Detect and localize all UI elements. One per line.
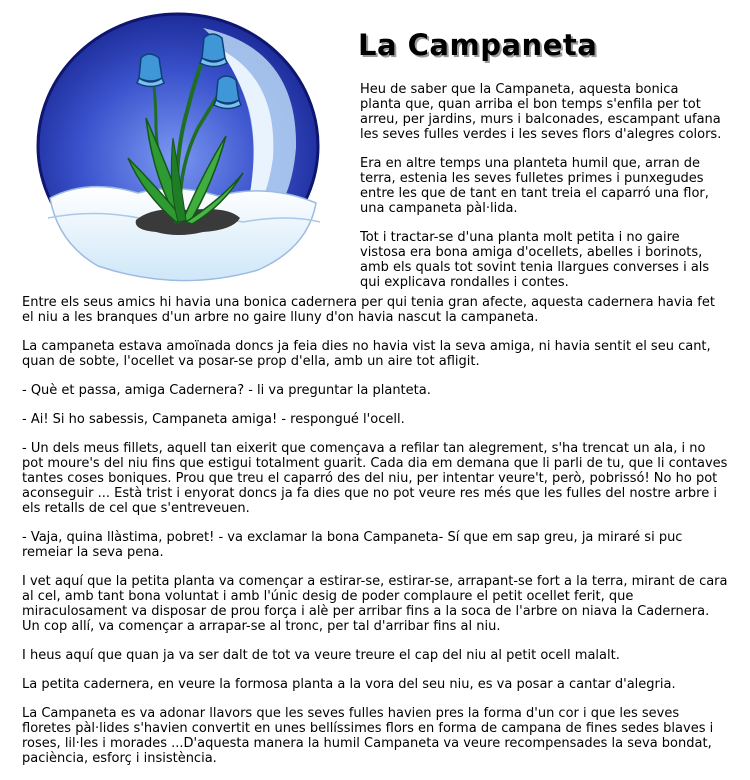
intro-paragraph: Era en altre temps una planteta humil que, arran de terra, estenia les seves fulletes primes i punxegudes entre les que de tant en tant treia el caparró una flor, una campaneta pàl·lida. <box>360 156 709 216</box>
story-paragraph: Entre els seus amics hi havia una bonica cadernera per qui tenia gran afecte, aquesta cadernera havia fet el niu a les branques d'un arbre no gaire lluny d'on havia nascut la campaneta. <box>22 295 715 325</box>
story-paragraph: La campaneta estava amoïnada doncs ja feia dies no havia vist la seva amiga, ni havia sentit el seu cant, quan de sobte, l'ocellet va posar-se prop d'ella, amb un aire tot afligit. <box>22 339 711 369</box>
story-paragraph: I vet aquí que la petita planta va començar a estirar-se, estirar-se, arrapant-se fort a la terra, mirant de cara al cel, amb tant bona voluntat i amb l'únic desig de poder complaure el petit ocellet ferit, que miraculosament va disposar de prou força i alè per arribar fins a la soca de l'arbre on niava la Cadernera. Un cop allí, va començar a arrapar-se al tronc, per tal d'arribar fins al niu. <box>22 574 728 634</box>
story-paragraph: I heus aquí que quan ja va ser dalt de tot va veure treure el cap del niu al petit ocell malalt. <box>22 648 620 663</box>
dialogue-line: - Vaja, quina llàstima, pobret! - va exclamar la bona Campaneta- Sí que em sap greu, ja miraré si puc remeiar la seva pena. <box>22 530 683 560</box>
story-body <box>22 295 728 780</box>
page-title: La Campaneta <box>358 28 598 62</box>
dialogue-line: - Què et passa, amiga Cadernera? - li va preguntar la planteta. <box>22 383 431 398</box>
dialogue-line: - Un dels meus fillets, aquell tan eixerit que començava a refilar tan alegrement, s'ha trencat un ala, i no pot moure's del niu fins que estigui totalment guarit. Cada dia em demana que li parli de tu, que li contaves tantes coses boniques. Prou que treu el caparró des del niu, per intentar veure't, però, pobrissó! No ho pot aconseguir ... Està trist i enyorat doncs ja fa dies que no pot veure res més que les fulles del nostre arbre i els retalls de cel que s'entreveuen. <box>22 441 728 516</box>
intro-paragraph: Tot i tractar-se d'una planta molt petita i no gaire vistosa era bona amiga d'ocellets, abelles i borinots, amb els quals tot sovint tenia llargues converses i als qui explicava rondalles i contes. <box>360 230 710 290</box>
story-paragraph: La petita cadernera, en veure la formosa planta a la vora del seu niu, es va posar a cantar d'alegria. <box>22 677 676 692</box>
intro-column <box>360 82 722 304</box>
dialogue-line: - Ai! Si ho sabessis, Campaneta amiga! - respongué l'ocell. <box>22 412 405 427</box>
story-paragraph: La Campaneta es va adonar llavors que les seves fulles havien pres la forma d'un cor i que les seves floretes pàl·lides s'havien convertit en unes bellíssimes flors en forma de campana de fines sedes blaves i roses, lil·les i morades ...D'aquesta manera la humil Campaneta va veure recompensades la seva bondat, paciència, esforç i insistència. <box>22 706 714 766</box>
bellflower-plant-icon <box>28 8 338 283</box>
intro-paragraph: Heu de saber que la Campaneta, aquesta bonica planta que, quan arriba el bon temps s'enfila per tot arreu, per jardins, murs i balconades, escampant ufana les seves fulles verdes i les seves flors d'alegres colors. <box>360 82 722 142</box>
